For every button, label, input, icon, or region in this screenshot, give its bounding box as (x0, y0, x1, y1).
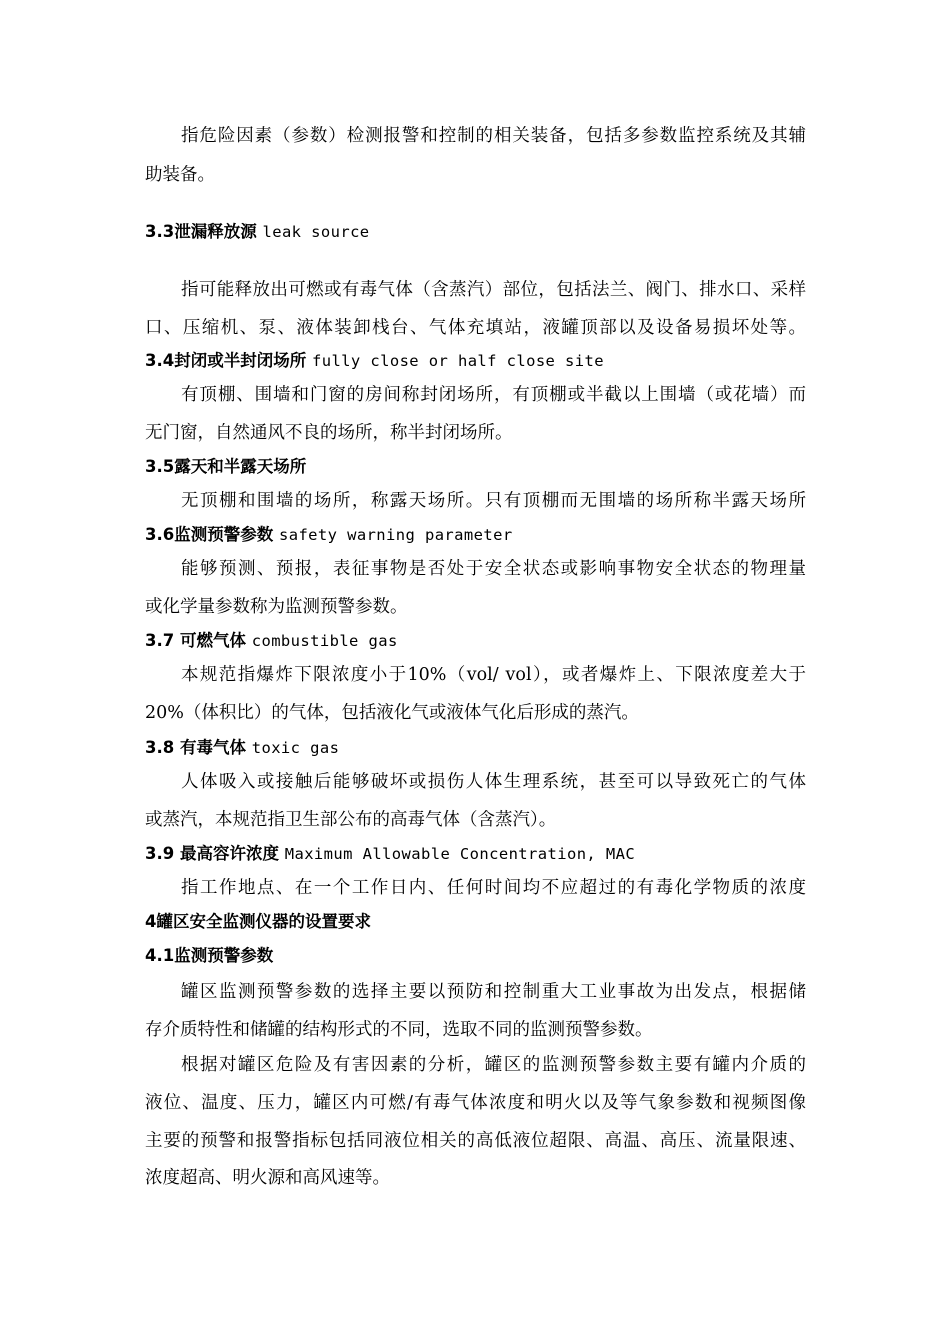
paragraph-3-4-line-1: 有顶棚、围墙和门窗的房间称封闭场所，有顶棚或半截以上围墙（或花墙）而 (181, 385, 806, 405)
section-number: 3.9 (145, 844, 175, 863)
section-title: 监测预警参数 (174, 525, 274, 544)
section-title: 监测预警参数 (174, 946, 274, 965)
paragraph-3-6-line-1: 能够预测、预报，表征事物是否处于安全状态或影响事物安全状态的物理量 (181, 559, 806, 579)
section-title-en: leak source (262, 223, 370, 241)
section-heading-3-8 (145, 736, 339, 760)
section-title-en: combustible gas (251, 632, 398, 650)
paragraph-3-3-line-2: 口、压缩机、泵、液体装卸栈台、气体充填站，液罐顶部以及设备易损坏处等。 (145, 318, 806, 338)
section-heading-3-9 (145, 842, 635, 866)
paragraph-3-5-line-1: 无顶棚和围墙的场所，称露天场所。只有顶棚而无围墙的场所称半露天场所 (181, 491, 806, 511)
section-number: 3.5 (145, 457, 175, 476)
paragraph-3-6-line-2: 或化学量参数称为监测预警参数。 (145, 597, 408, 617)
section-title: 最高容许浓度 (179, 844, 279, 863)
paragraph-3-3-line-1: 指可能释放出可燃或有毒气体（含蒸汽）部位，包括法兰、阀门、排水口、采样 (181, 280, 806, 300)
chapter-title: 罐区安全监测仪器的设置要求 (156, 912, 371, 931)
paragraph-3-9-line-1: 指工作地点、在一个工作日内、任何时间均不应超过的有毒化学物质的浓度 (181, 878, 806, 898)
section-number: 3.7 (145, 631, 175, 650)
paragraph-4-1a-line-1: 罐区监测预警参数的选择主要以预防和控制重大工业事故为出发点，根据储 (181, 982, 806, 1002)
paragraph-4-1b-line-3: 主要的预警和报警指标包括同液位相关的高低液位超限、高温、高压、流量限速、 (145, 1131, 806, 1151)
section-heading-3-7 (145, 629, 398, 653)
paragraph-3-8-line-1: 人体吸入或接触后能够破坏或损伤人体生理系统，甚至可以导致死亡的气体 (181, 772, 806, 792)
paragraph-4-1b-line-4: 浓度超高、明火源和高风速等。 (145, 1168, 390, 1188)
chapter-heading-4 (145, 910, 371, 934)
paragraph-3-8-line-2: 或蒸汽，本规范指卫生部公布的高毒气体（含蒸汽）。 (145, 810, 557, 830)
section-title-en: Maximum Allowable Concentration, MAC (284, 845, 636, 863)
paragraph-3-4-line-2: 无门窗，自然通风不良的场所，称半封闭场所。 (145, 423, 513, 443)
section-title: 有毒气体 (179, 738, 246, 757)
section-number: 3.8 (145, 738, 175, 757)
section-number: 4.1 (145, 946, 175, 965)
section-number: 3.3 (145, 222, 175, 241)
paragraph-3-7-line-1: 本规范指爆炸下限浓度小于10%（vol/ vol），或者爆炸上、下限浓度差大于 (181, 665, 806, 685)
section-title-en: toxic gas (251, 739, 340, 757)
paragraph-3-7-line-2: 20%（体积比）的气体，包括液化气或液体气化后形成的蒸汽。 (145, 703, 639, 723)
paragraph-4-1a-line-2: 存介质特性和储罐的结构形式的不同，选取不同的监测预警参数。 (145, 1020, 653, 1040)
section-heading-3-4 (145, 349, 604, 373)
section-heading-3-6 (145, 523, 513, 547)
section-title: 露天和半露天场所 (174, 457, 307, 476)
section-heading-3-3 (145, 220, 370, 244)
paragraph-3-2-line-2: 助装备。 (145, 165, 215, 185)
section-title-en: safety warning parameter (278, 526, 513, 544)
section-title: 可燃气体 (179, 631, 246, 650)
section-heading-3-5 (145, 455, 306, 479)
paragraph-3-2-line-1: 指危险因素（参数）检测报警和控制的相关装备，包括多参数监控系统及其辅 (181, 126, 806, 146)
section-number: 3.4 (145, 351, 175, 370)
paragraph-4-1b-line-1: 根据对罐区危险及有害因素的分析，罐区的监测预警参数主要有罐内介质的 (181, 1055, 806, 1075)
section-heading-4-1 (145, 944, 273, 968)
section-title: 封闭或半封闭场所 (174, 351, 307, 370)
section-title-en: fully close or half close site (311, 352, 604, 370)
section-number: 3.6 (145, 525, 175, 544)
paragraph-4-1b-line-2: 液位、温度、压力，罐区内可燃/有毒气体浓度和明火以及等气象参数和视频图像 (145, 1093, 806, 1113)
chapter-number: 4 (145, 912, 157, 931)
section-title: 泄漏释放源 (174, 222, 257, 241)
